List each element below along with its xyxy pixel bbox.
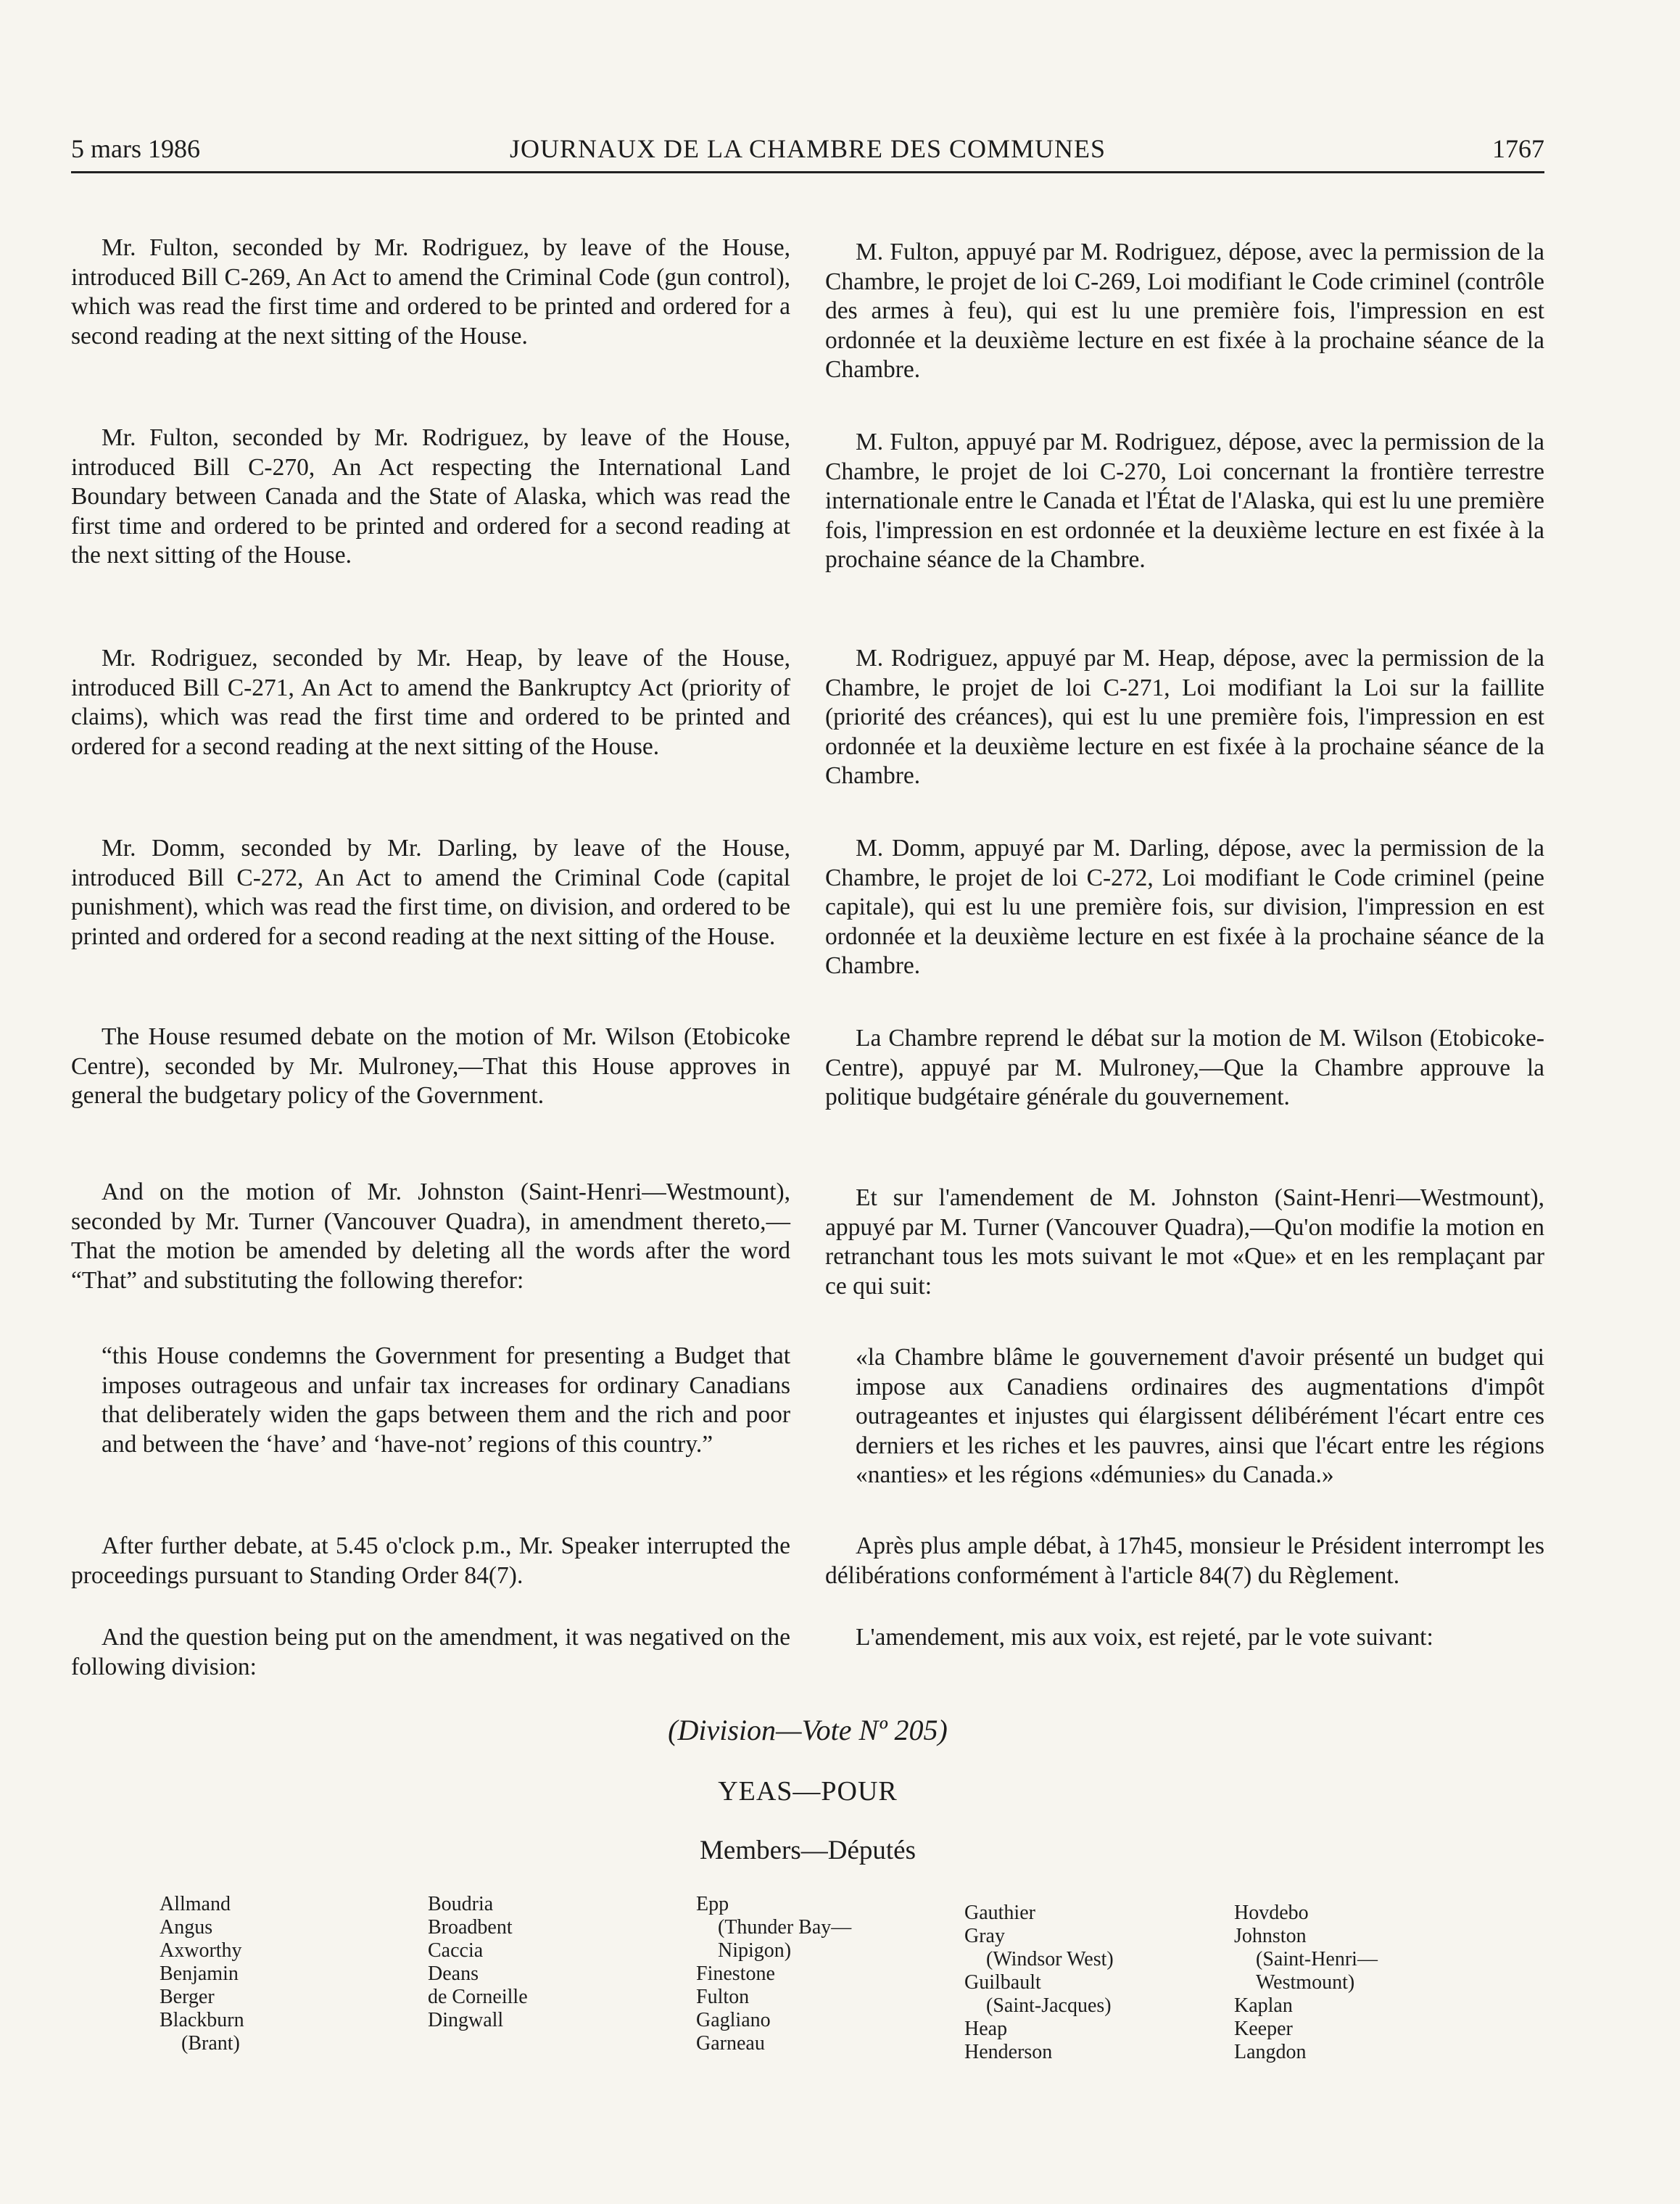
member-name: Gagliano — [696, 2009, 771, 2031]
fr-paragraph-bill-c269: M. Fulton, appuyé par M. Rodriguez, dépose, avec la permission de la Chambre, le projet de loi C-269, Loi modifiant le Code criminel (contrôle des armes à feu), qui est lu une première fois, l'impression en est ordonnée et la deuxième lecture en est fixée à la prochaine séance de la Chambre. — [825, 239, 1544, 383]
fr-paragraph-vote: L'amendement, mis aux voix, est rejeté, par le vote suivant: — [856, 1624, 1433, 1651]
fr-amendment-quote: «la Chambre blâme le gouvernement d'avoir présenté un budget qui impose aux Canadiens ordinaires des augmentations d'impôt outrageantes et injustes qui élargissent délibérément l'écart entre ces derniers et les riches et les pauvres, ainsi que l'écart entre les régions «nanties» et les régions «démunies» du Canada.» — [856, 1344, 1544, 1488]
en-paragraph-amendment: And on the motion of Mr. Johnston (Saint-Henri—Westmount), seconded by Mr. Turner (Vancouver Quadra), in amendment thereto,—That the motion be amended by deleting all the words after the word “That” and substituting the following therefor: — [71, 1179, 790, 1294]
member-riding: (Saint-Jacques) — [986, 1994, 1112, 2017]
members-heading: Members—Députés — [700, 1836, 916, 1865]
member-name: Broadbent — [428, 1916, 513, 1939]
member-riding: (Windsor West) — [986, 1948, 1114, 1970]
division-title: (Division—Vote Nº 205) — [668, 1714, 948, 1746]
member-name: Berger — [160, 1986, 215, 2008]
fr-paragraph-bill-c272: M. Domm, appuyé par M. Darling, dépose, avec la permission de la Chambre, le projet de loi C-272, Loi modifiant le Code criminel (peine capitale), qui est lu une première fois, sur division, l'impression en est ordonnée et la deuxième lecture en est fixée à la prochaine séance de la Chambre. — [825, 835, 1544, 979]
member-name: Heap — [964, 2018, 1008, 2040]
member-name: Epp — [696, 1893, 729, 1915]
fr-paragraph-bill-c270: M. Fulton, appuyé par M. Rodriguez, dépose, avec la permission de la Chambre, le projet de loi C-270, Loi concernant la frontière terrestre internationale entre le Canada et l'État de l'Alaska, qui est lu une première fois, l'impression en est ordonnée et la deuxième lecture en est fixée à la prochaine séance de la Chambre. — [825, 429, 1544, 573]
en-amendment-quote: “this House condemns the Government for presenting a Budget that imposes outrageous and unfair tax increases for ordinary Canadians that deliberately widen the gaps between them and the rich and poor and between the ‘have’ and ‘have-not’ regions of this country.” — [102, 1342, 790, 1458]
member-name: Hovdebo — [1234, 1902, 1309, 1924]
page-header — [71, 128, 1544, 173]
member-name: Axworthy — [160, 1939, 242, 1962]
en-paragraph-bill-c271: Mr. Rodriguez, seconded by Mr. Heap, by leave of the House, introduced Bill C-271, An Act to amend the Bankruptcy Act (priority of claims), which was read the first time and ordered to be printed and ordered for a second reading at the next sitting of the House. — [71, 645, 790, 760]
member-riding: (Thunder Bay— — [718, 1916, 852, 1939]
en-paragraph-bill-c272: Mr. Domm, seconded by Mr. Darling, by leave of the House, introduced Bill C-272, An Act to amend the Criminal Code (capital punishment), which was read the first time, on division, and ordered to be printed and ordered for a second reading at the next sitting of the House. — [71, 835, 790, 950]
member-riding: (Brant) — [181, 2032, 240, 2055]
member-list-column — [696, 1893, 851, 2055]
fr-paragraph-president: Après plus ample débat, à 17h45, monsieur le Président interrompt les délibérations conformément à l'article 84(7) du Règlement. — [825, 1532, 1544, 1589]
member-list-column — [1234, 1902, 1378, 2064]
member-name: Fulton — [696, 1986, 750, 2008]
en-paragraph-speaker: After further debate, at 5.45 o'clock p.m., Mr. Speaker interrupted the proceedings pursuant to Standing Order 84(7). — [71, 1532, 790, 1589]
en-paragraph-bill-c270: Mr. Fulton, seconded by Mr. Rodriguez, by leave of the House, introduced Bill C-270, An Act respecting the International Land Boundary between Canada and the State of Alaska, which was read the first time and ordered to be printed and ordered for a second reading at the next sitting of the House. — [71, 424, 790, 569]
header-date: 5 mars 1986 — [71, 134, 200, 163]
member-name: Dingwall — [428, 2009, 504, 2031]
member-name: Guilbault — [964, 1971, 1041, 1994]
member-list-column — [428, 1893, 528, 2032]
member-list-column — [160, 1893, 244, 2055]
member-name: Keeper — [1234, 2018, 1293, 2040]
page-number: 1767 — [1492, 134, 1544, 163]
member-name: Gauthier — [964, 1902, 1035, 1924]
journal-page — [71, 0, 1544, 2204]
member-name: Kaplan — [1234, 1994, 1293, 2017]
en-paragraph-bill-c269: Mr. Fulton, seconded by Mr. Rodriguez, by leave of the House, introduced Bill C-269, An Act to amend the Criminal Code (gun control), which was read the first time and ordered to be printed and ordered for a second reading at the next sitting of the House. — [71, 234, 790, 350]
member-name: Blackburn — [160, 2009, 244, 2031]
member-name: Johnston — [1234, 1925, 1307, 1947]
member-name: Deans — [428, 1962, 479, 1985]
member-name: Henderson — [964, 2041, 1053, 2063]
member-name: Caccia — [428, 1939, 484, 1962]
member-name: Boudria — [428, 1893, 494, 1915]
member-name: Finestone — [696, 1962, 775, 1985]
member-name: Langdon — [1234, 2041, 1307, 2063]
member-name: Benjamin — [160, 1962, 239, 1985]
member-name: Gray — [964, 1925, 1005, 1947]
member-name: Allmand — [160, 1893, 231, 1915]
yeas-heading: YEAS—POUR — [718, 1776, 898, 1807]
member-list-column — [964, 1902, 1114, 2064]
header-title: JOURNAUX DE LA CHAMBRE DES COMMUNES — [509, 134, 1106, 163]
member-name: Angus — [160, 1916, 213, 1939]
member-name: de Corneille — [428, 1986, 528, 2008]
fr-paragraph-budget-debate: La Chambre reprend le débat sur la motion de M. Wilson (Etobicoke-Centre), appuyé par M. Mulroney,—Que la Chambre approuve la politique budgétaire générale du gouvernement. — [825, 1025, 1544, 1110]
en-paragraph-division: And the question being put on the amendment, it was negatived on the following division: — [71, 1624, 790, 1680]
fr-paragraph-bill-c271: M. Rodriguez, appuyé par M. Heap, dépose, avec la permission de la Chambre, le projet de loi C-271, Loi modifiant la Loi sur la faillite (priorité des créances), qui est lu une première fois, l'impression en est ordonnée et la deuxième lecture en est fixée à la prochaine séance de la Chambre. — [825, 645, 1544, 789]
member-riding: (Saint-Henri— — [1256, 1948, 1378, 1970]
fr-paragraph-amendment: Et sur l'amendement de M. Johnston (Saint-Henri—Westmount), appuyé par M. Turner (Vancouver Quadra),—Qu'on modifie la motion en retranchant tous les mots suivant le mot «Que» et en les remplaçant par ce qui suit: — [825, 1184, 1544, 1300]
member-riding: Westmount) — [1256, 1971, 1355, 1994]
en-paragraph-budget-debate: The House resumed debate on the motion of Mr. Wilson (Etobicoke Centre), seconded by Mr. Mulroney,—That this House approves in general the budgetary policy of the Government. — [71, 1023, 790, 1109]
member-riding: Nipigon) — [718, 1939, 792, 1962]
member-name: Garneau — [696, 2032, 765, 2055]
